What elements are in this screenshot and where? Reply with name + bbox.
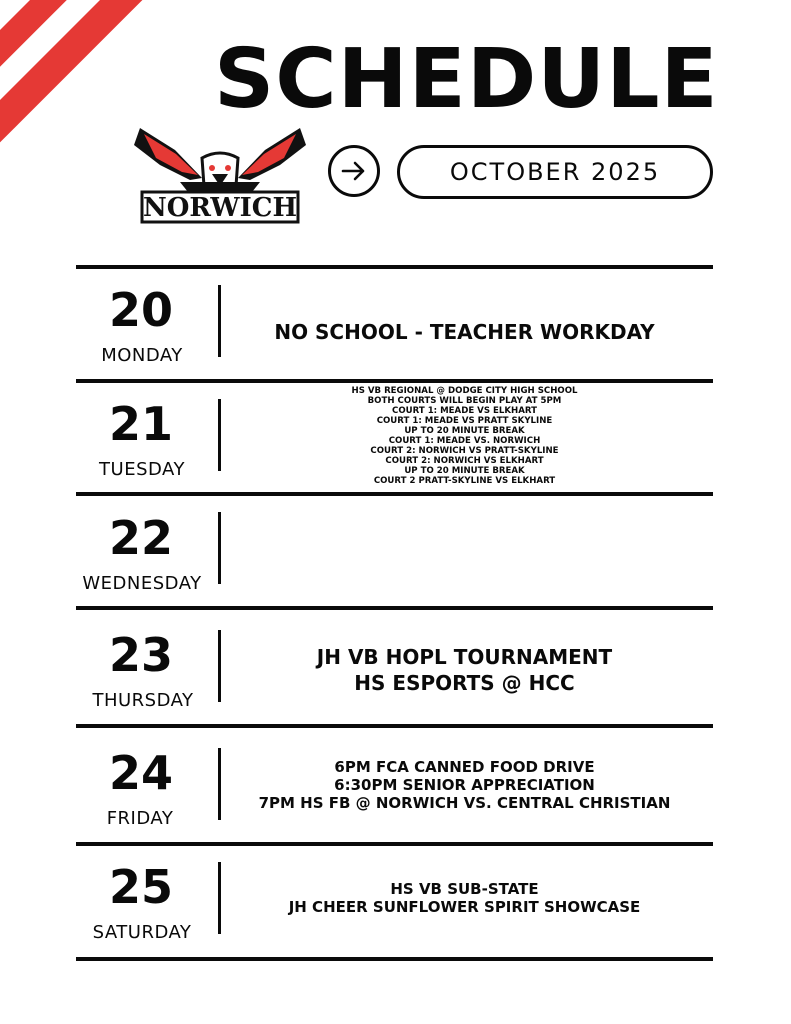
event-line: COURT 2: NORWICH VS PRATT-SKYLINE xyxy=(370,446,559,456)
event-line: NO SCHOOL - TEACHER WORKDAY xyxy=(274,320,655,344)
event-line: JH VB HOPL TOURNAMENT xyxy=(316,645,613,669)
row-divider xyxy=(218,862,221,934)
day-row-22 xyxy=(76,496,713,610)
day-number: 21 xyxy=(108,397,173,451)
day-number: 25 xyxy=(108,860,173,914)
event-line: UP TO 20 MINUTE BREAK xyxy=(404,426,525,436)
day-weekday: SATURDAY xyxy=(92,922,192,943)
day-row-24 xyxy=(76,728,713,842)
day-events xyxy=(226,758,703,812)
eagle-icon xyxy=(120,120,320,226)
event-line: 6PM FCA CANNED FOOD DRIVE xyxy=(334,758,595,776)
arrow-right-icon xyxy=(341,160,367,182)
event-line: COURT 1: MEADE VS ELKHART xyxy=(392,406,537,416)
row-divider xyxy=(218,748,221,820)
eagle-logo xyxy=(120,120,320,226)
day-events xyxy=(226,644,703,696)
event-line: JH CHEER SUNFLOWER SPIRIT SHOWCASE xyxy=(288,898,641,916)
event-line: 7PM HS FB @ NORWICH VS. CENTRAL CHRISTIAN xyxy=(258,794,671,812)
event-line: HS ESPORTS @ HCC xyxy=(354,671,575,695)
day-row-21 xyxy=(76,383,713,497)
day-number: 23 xyxy=(108,628,173,682)
event-line: COURT 2: NORWICH VS ELKHART xyxy=(385,456,544,466)
day-weekday: MONDAY xyxy=(101,345,183,366)
row-divider xyxy=(218,285,221,357)
day-events xyxy=(226,386,703,486)
day-number: 22 xyxy=(108,511,173,565)
event-line: UP TO 20 MINUTE BREAK xyxy=(404,466,525,476)
day-row-25 xyxy=(76,846,713,960)
day-weekday: THURSDAY xyxy=(92,690,194,711)
event-line: COURT 1: MEADE VS PRATT SKYLINE xyxy=(376,416,553,426)
row-divider xyxy=(218,630,221,702)
row-divider xyxy=(218,399,221,471)
day-row-20 xyxy=(76,269,713,383)
day-number: 24 xyxy=(108,746,173,800)
page-title: SCHEDULE xyxy=(214,32,719,127)
day-row-23 xyxy=(76,610,713,724)
day-number: 20 xyxy=(108,283,173,337)
day-events xyxy=(226,319,703,345)
row-divider xyxy=(218,512,221,584)
logo-wordmark: NORWICH xyxy=(142,193,298,223)
day-weekday: WEDNESDAY xyxy=(82,573,202,594)
event-line: HS VB REGIONAL @ DODGE CITY HIGH SCHOOL xyxy=(351,386,578,396)
month-pill: OCTOBER 2025 xyxy=(397,145,713,199)
day-events xyxy=(226,880,703,916)
day-weekday: FRIDAY xyxy=(106,808,174,829)
event-line: BOTH COURTS WILL BEGIN PLAY AT 5PM xyxy=(367,396,562,406)
event-line: 6:30PM SENIOR APPRECIATION xyxy=(334,776,595,794)
day-weekday: TUESDAY xyxy=(99,459,185,480)
next-month-button[interactable] xyxy=(328,145,380,197)
event-line: COURT 1: MEADE VS. NORWICH xyxy=(388,436,541,446)
event-line: COURT 2 PRATT-SKYLINE VS ELKHART xyxy=(373,476,556,486)
event-line: HS VB SUB-STATE xyxy=(390,880,539,898)
